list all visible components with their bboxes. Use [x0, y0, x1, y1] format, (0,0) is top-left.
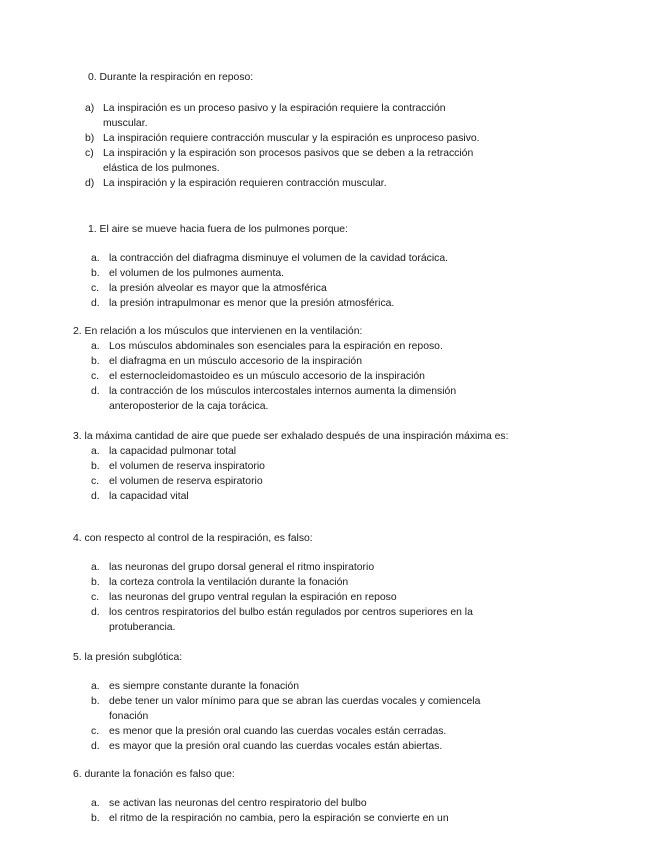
- question-5: [73, 650, 513, 754]
- option-text: el volumen de reserva inspiratorio: [109, 461, 265, 472]
- option-text: es siempre constante durante la fonación: [109, 681, 300, 692]
- option-label: a): [85, 103, 95, 114]
- question-1-options: [91, 251, 508, 311]
- option-text: el diafragma en un músculo accesorio de la inspiración: [109, 356, 362, 367]
- question-6-option-a: [91, 796, 501, 811]
- question-4-stem: 4. con respecto al control de la respiración, es falso:: [73, 533, 313, 544]
- option-label: c.: [91, 726, 100, 737]
- option-label: b.: [91, 696, 100, 707]
- question-5-stem: 5. la presión subglótica:: [73, 652, 183, 663]
- question-0-option-c: [85, 146, 480, 176]
- option-text: la contracción del diafragma disminuye el volumen de la cavidad torácica.: [109, 253, 449, 264]
- question-0-option-a: [85, 101, 480, 131]
- option-label: d.: [91, 607, 100, 618]
- option-text: el volumen de reserva espiratorio: [109, 476, 263, 487]
- question-6-option-b: [91, 811, 501, 826]
- option-label: c.: [91, 283, 100, 294]
- question-4-option-a: [91, 560, 501, 575]
- question-4-option-b: [91, 575, 501, 590]
- question-6-stem: 6. durante la fonación es falso que:: [73, 769, 235, 780]
- option-label: a.: [91, 253, 100, 264]
- option-text: la presión alveolar es mayor que la atmosférica: [109, 283, 327, 294]
- option-label: c.: [91, 476, 100, 487]
- option-text: La inspiración es un proceso pasivo y la espiración requiere la contracción muscular.: [103, 103, 446, 129]
- option-label: a.: [91, 798, 100, 809]
- question-4-option-d: [91, 605, 501, 635]
- option-text: es menor que la presión oral cuando las cuerdas vocales están cerradas.: [109, 726, 447, 737]
- question-2-option-d: [91, 384, 481, 414]
- question-4: [73, 531, 513, 635]
- question-5-option-a: [91, 679, 505, 694]
- question-5-option-c: [91, 724, 505, 739]
- question-1: [88, 222, 508, 311]
- option-text: se activan las neuronas del centro respiratorio del bulbo: [109, 798, 367, 809]
- option-label: b.: [91, 356, 100, 367]
- option-text: las neuronas del grupo dorsal general el ritmo inspiratorio: [109, 562, 375, 573]
- question-1-option-b: [91, 266, 508, 281]
- question-1-option-c: [91, 281, 508, 296]
- option-label: d): [85, 178, 95, 189]
- question-5-options: [91, 679, 505, 754]
- question-2-option-a: [91, 339, 481, 354]
- option-text: la contracción de los músculos intercostales internos aumenta la dimensión anteroposterior de la caja torácica.: [109, 386, 457, 412]
- option-label: b.: [91, 577, 100, 588]
- question-3-stem: 3. la máxima cantidad de aire que puede ser exhalado después de una inspiración máxima es:: [73, 431, 509, 442]
- question-2-stem: 2. En relación a los músculos que intervienen en la ventilación:: [73, 326, 363, 337]
- question-1-stem: 1. El aire se mueve hacia fuera de los pulmones porque:: [88, 224, 348, 235]
- option-text: La inspiración y la espiración requieren contracción muscular.: [103, 178, 387, 189]
- question-3: [73, 429, 543, 504]
- option-label: a.: [91, 681, 100, 692]
- option-text: debe tener un valor mínimo para que se abran las cuerdas vocales y comiencela fonación: [109, 696, 481, 722]
- option-text: el ritmo de la respiración no cambia, pero la espiración se convierte en un: [109, 813, 449, 824]
- question-0-options: [85, 101, 480, 191]
- option-text: Los músculos abdominales son esenciales para la espiración en reposo.: [109, 341, 443, 352]
- question-1-option-a: [91, 251, 508, 266]
- option-label: b.: [91, 461, 100, 472]
- option-label: b.: [91, 813, 100, 824]
- question-2: [73, 324, 493, 414]
- option-label: d.: [91, 298, 100, 309]
- option-label: d.: [91, 491, 100, 502]
- option-label: b.: [91, 268, 100, 279]
- option-text: la capacidad pulmonar total: [109, 446, 237, 457]
- option-text: los centros respiratorios del bulbo están regulados por centros superiores en la protuberancia.: [109, 607, 473, 633]
- question-4-option-c: [91, 590, 501, 605]
- option-label: c.: [91, 371, 100, 382]
- question-0-option-d: [85, 176, 480, 191]
- question-0-option-b: [85, 131, 480, 146]
- question-0-stem: 0. Durante la respiración en reposo:: [88, 72, 254, 83]
- option-text: el volumen de los pulmones aumenta.: [109, 268, 285, 279]
- option-text: la corteza controla la ventilación durante la fonación: [109, 577, 349, 588]
- question-2-option-b: [91, 354, 481, 369]
- option-text: las neuronas del grupo ventral regulan la espiración en reposo: [109, 592, 397, 603]
- question-2-options: [91, 339, 481, 414]
- question-5-option-d: [91, 739, 505, 754]
- option-label: d.: [91, 741, 100, 752]
- question-3-option-d: [91, 489, 471, 504]
- option-label: b): [85, 133, 95, 144]
- question-6: [73, 767, 513, 826]
- question-5-option-b: [91, 694, 505, 724]
- option-text: el esternocleidomastoideo es un músculo accesorio de la inspiración: [109, 371, 425, 382]
- option-label: a.: [91, 562, 100, 573]
- question-3-options: [91, 444, 471, 504]
- question-1-option-d: [91, 296, 508, 311]
- option-label: d.: [91, 386, 100, 397]
- option-text: La inspiración y la espiración son procesos pasivos que se deben a la retracción elástica de los pulmones.: [103, 148, 474, 174]
- option-label: c): [85, 148, 94, 159]
- option-label: c.: [91, 592, 100, 603]
- option-label: a.: [91, 341, 100, 352]
- option-text: la presión intrapulmonar es menor que la presión atmosférica.: [109, 298, 395, 309]
- question-0: [85, 70, 488, 191]
- option-text: la capacidad vital: [109, 491, 189, 502]
- question-2-option-c: [91, 369, 481, 384]
- question-4-options: [91, 560, 501, 635]
- option-text: es mayor que la presión oral cuando las cuerdas vocales están abiertas.: [109, 741, 443, 752]
- question-3-option-c: [91, 474, 471, 489]
- option-label: a.: [91, 446, 100, 457]
- question-6-options: [91, 796, 501, 826]
- option-text: La inspiración requiere contracción muscular y la espiración es unproceso pasivo.: [103, 133, 480, 144]
- question-3-option-a: [91, 444, 471, 459]
- question-3-option-b: [91, 459, 471, 474]
